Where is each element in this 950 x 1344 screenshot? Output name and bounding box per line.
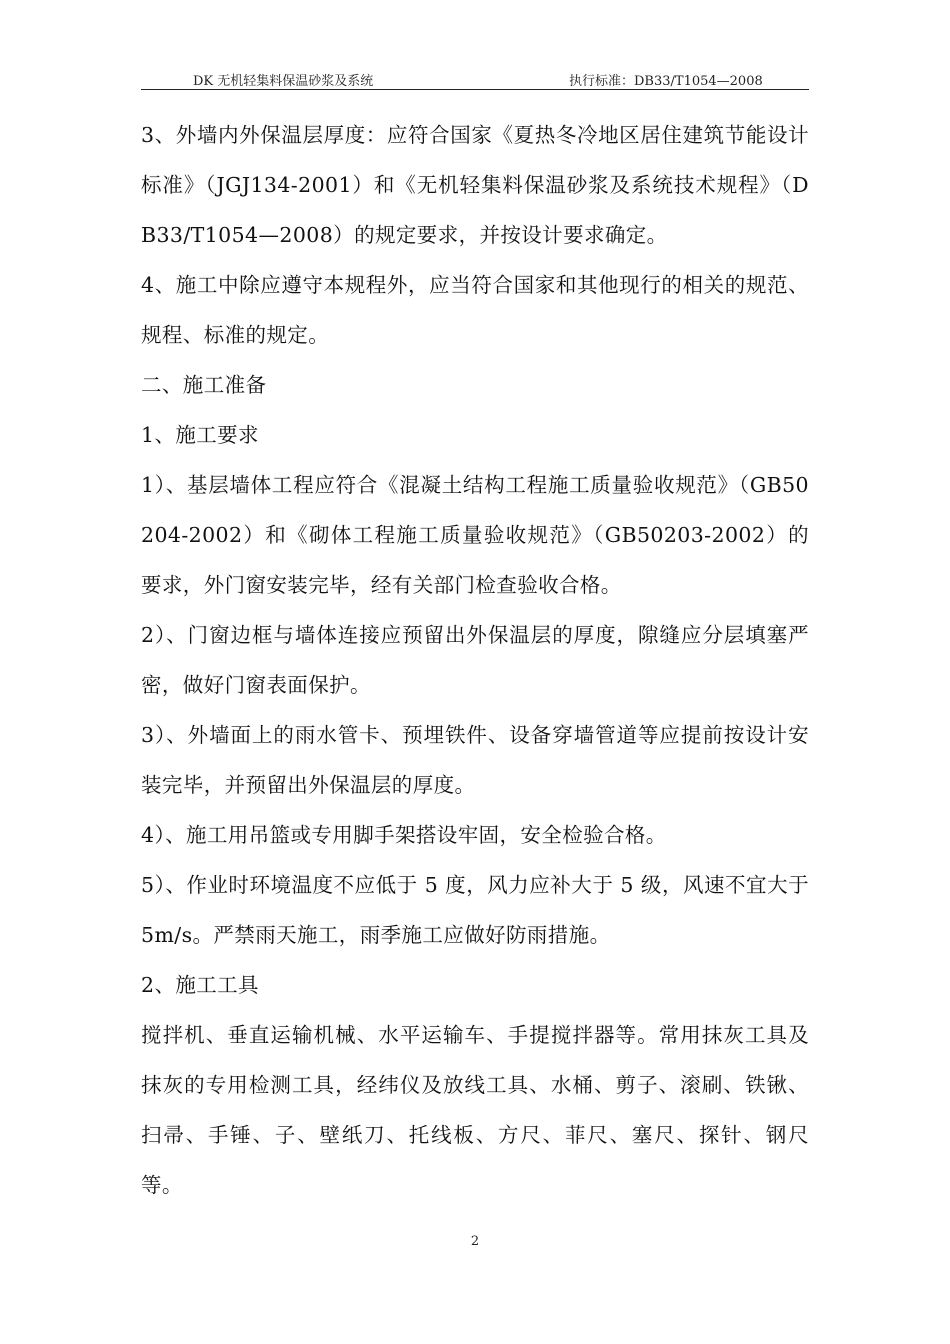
paragraph-embedded-parts: 3）、外墙面上的雨水管卡、预埋铁件、设备穿墙管道等应提前按设计安装完毕，并预留出外保温层的厚度。 (141, 723, 809, 797)
paragraph-compliance: 4、施工中除应遵守本规程外，应当符合国家和其他现行的相关的规范、规程、标准的规定。 (141, 273, 809, 347)
section-heading-preparation: 二、施工准备 (141, 373, 267, 397)
subheading-tools: 2、施工工具 (141, 973, 259, 997)
header-rule (141, 89, 809, 90)
paragraph-scaffolding: 4）、施工用吊篮或专用脚手架搭设牢固，安全检验合格。 (141, 823, 667, 847)
paragraph-window-frames: 2）、门窗边框与墙体连接应预留出外保温层的厚度，隙缝应分层填塞严密，做好门窗表面保护。 (141, 623, 809, 697)
header-product-name: DK 无机轻集料保温砂浆及系统 (193, 74, 374, 89)
header-standard: 执行标准：DB33/T1054—2008 (569, 74, 763, 89)
paragraph-weather: 5）、作业时环境温度不应低于 5 度，风力应补大于 5 级，风速不宜大于 5m/s。严禁雨天施工，雨季施工应做好防雨措施。 (141, 873, 809, 947)
subheading-requirements: 1、施工要求 (141, 423, 259, 447)
paragraph-wall-insulation-thickness: 3、外墙内外保温层厚度：应符合国家《夏热冬冷地区居住建筑节能设计标准》（JGJ134-2001）和《无机轻集料保温砂浆及系统技术规程》（DB33/T1054—2008）的规定要求，并按设计要求确定。 (141, 123, 809, 247)
page-number: 2 (470, 1234, 480, 1249)
paragraph-tool-list: 搅拌机、垂直运输机械、水平运输车、手提搅拌器等。常用抹灰工具及抹灰的专用检测工具，经纬仪及放线工具、水桶、剪子、滚刷、铁锹、扫帚、手锤、子、壁纸刀、托线板、方尺、菲尺、塞尺、探针、钢尺等。 (141, 1023, 809, 1197)
document-body (141, 110, 809, 1210)
page-header (141, 70, 809, 90)
paragraph-base-wall: 1）、基层墙体工程应符合《混凝土结构工程施工质量验收规范》（GB50204-2002）和《砌体工程施工质量验收规范》（GB50203-2002）的要求，外门窗安装完毕，经有关部门检查验收合格。 (141, 473, 809, 597)
